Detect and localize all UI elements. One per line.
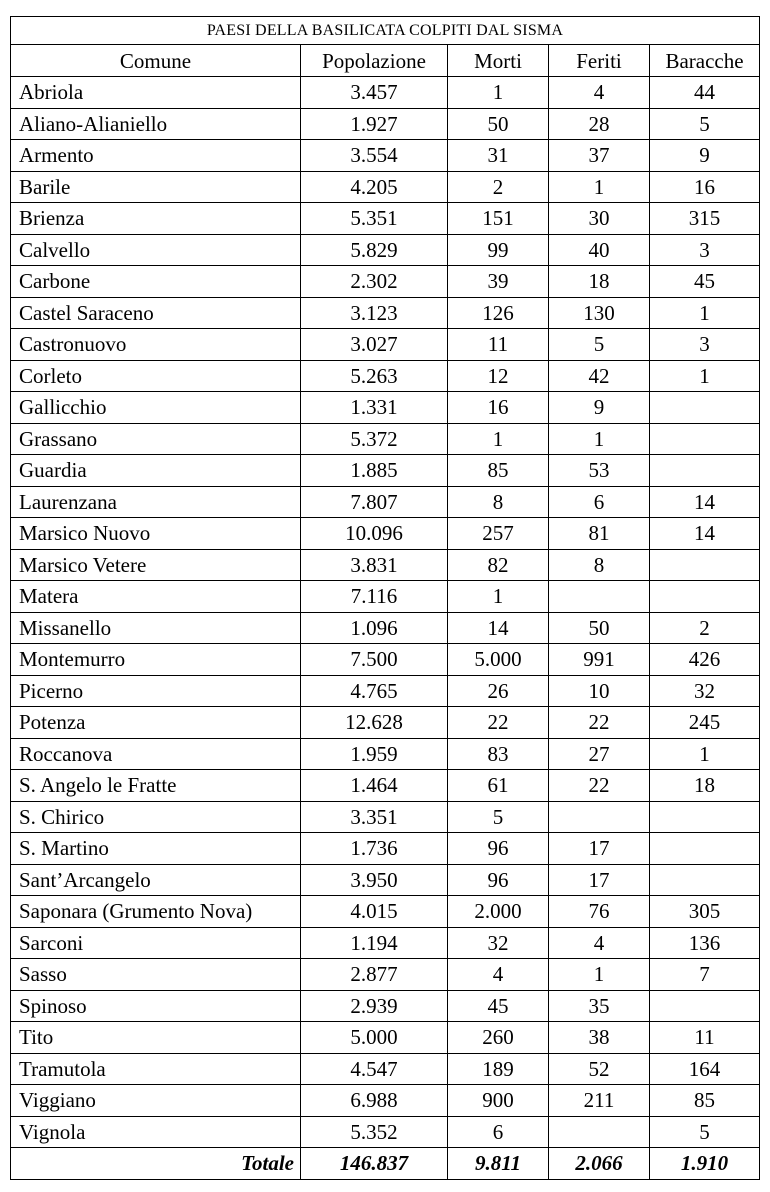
cell-baracche: 1 [650, 738, 760, 770]
table-row [11, 801, 760, 833]
cell-feriti: 53 [549, 455, 650, 487]
table-row [11, 297, 760, 329]
cell-popolazione: 4.015 [301, 896, 448, 928]
header-row [11, 45, 760, 77]
cell-morti: 1 [448, 77, 549, 109]
table-row [11, 990, 760, 1022]
cell-morti: 1 [448, 581, 549, 613]
cell-feriti: 40 [549, 234, 650, 266]
cell-comune: Carbone [11, 266, 301, 298]
cell-feriti: 1 [549, 959, 650, 991]
cell-morti: 189 [448, 1053, 549, 1085]
table-row [11, 644, 760, 676]
cell-comune: Viggiano [11, 1085, 301, 1117]
cell-morti: 5.000 [448, 644, 549, 676]
cell-baracche: 9 [650, 140, 760, 172]
table-row [11, 1022, 760, 1054]
header-feriti: Feriti [549, 45, 650, 77]
cell-morti: 96 [448, 833, 549, 865]
cell-popolazione: 1.331 [301, 392, 448, 424]
cell-feriti [549, 1116, 650, 1148]
cell-baracche [650, 549, 760, 581]
table-row [11, 675, 760, 707]
cell-comune: Roccanova [11, 738, 301, 770]
cell-morti: 6 [448, 1116, 549, 1148]
cell-popolazione: 1.927 [301, 108, 448, 140]
cell-feriti: 6 [549, 486, 650, 518]
cell-morti: 2 [448, 171, 549, 203]
total-feriti: 2.066 [549, 1148, 650, 1180]
cell-morti: 16 [448, 392, 549, 424]
cell-comune: Saponara (Grumento Nova) [11, 896, 301, 928]
table-row [11, 770, 760, 802]
table-row [11, 612, 760, 644]
cell-comune: Sasso [11, 959, 301, 991]
cell-feriti: 38 [549, 1022, 650, 1054]
cell-morti: 8 [448, 486, 549, 518]
cell-popolazione: 12.628 [301, 707, 448, 739]
cell-morti: 96 [448, 864, 549, 896]
cell-feriti: 1 [549, 171, 650, 203]
table-row [11, 581, 760, 613]
cell-morti: 61 [448, 770, 549, 802]
cell-popolazione: 1.464 [301, 770, 448, 802]
cell-popolazione: 6.988 [301, 1085, 448, 1117]
cell-baracche: 11 [650, 1022, 760, 1054]
cell-popolazione: 4.547 [301, 1053, 448, 1085]
cell-comune: Vignola [11, 1116, 301, 1148]
cell-morti: 26 [448, 675, 549, 707]
cell-morti: 82 [448, 549, 549, 581]
cell-feriti: 9 [549, 392, 650, 424]
cell-baracche: 7 [650, 959, 760, 991]
table-row [11, 360, 760, 392]
cell-popolazione: 5.372 [301, 423, 448, 455]
cell-feriti: 1 [549, 423, 650, 455]
header-morti: Morti [448, 45, 549, 77]
cell-feriti: 27 [549, 738, 650, 770]
cell-baracche [650, 455, 760, 487]
cell-feriti [549, 581, 650, 613]
cell-baracche: 1 [650, 360, 760, 392]
cell-baracche [650, 864, 760, 896]
cell-baracche: 32 [650, 675, 760, 707]
table-row [11, 108, 760, 140]
cell-comune: Matera [11, 581, 301, 613]
cell-popolazione: 3.027 [301, 329, 448, 361]
cell-baracche: 426 [650, 644, 760, 676]
table-row [11, 959, 760, 991]
cell-popolazione: 2.877 [301, 959, 448, 991]
cell-feriti: 42 [549, 360, 650, 392]
cell-comune: Tramutola [11, 1053, 301, 1085]
table-caption: PAESI DELLA BASILICATA COLPITI DAL SISMA [11, 17, 760, 45]
cell-feriti: 30 [549, 203, 650, 235]
cell-feriti: 130 [549, 297, 650, 329]
cell-morti: 31 [448, 140, 549, 172]
total-baracche: 1.910 [650, 1148, 760, 1180]
cell-popolazione: 5.263 [301, 360, 448, 392]
cell-comune: Aliano-Alianiello [11, 108, 301, 140]
cell-morti: 4 [448, 959, 549, 991]
cell-popolazione: 1.194 [301, 927, 448, 959]
table-row [11, 833, 760, 865]
cell-popolazione: 7.807 [301, 486, 448, 518]
cell-comune: Brienza [11, 203, 301, 235]
cell-baracche: 14 [650, 486, 760, 518]
total-popolazione: 146.837 [301, 1148, 448, 1180]
table-row [11, 486, 760, 518]
cell-comune: S. Chirico [11, 801, 301, 833]
cell-feriti: 5 [549, 329, 650, 361]
cell-popolazione: 4.765 [301, 675, 448, 707]
cell-baracche: 2 [650, 612, 760, 644]
cell-feriti: 37 [549, 140, 650, 172]
cell-comune: S. Angelo le Fratte [11, 770, 301, 802]
cell-comune: Castel Saraceno [11, 297, 301, 329]
cell-popolazione: 7.500 [301, 644, 448, 676]
cell-popolazione: 3.831 [301, 549, 448, 581]
cell-comune: Missanello [11, 612, 301, 644]
header-popolazione: Popolazione [301, 45, 448, 77]
cell-popolazione: 3.123 [301, 297, 448, 329]
table-row [11, 707, 760, 739]
cell-morti: 50 [448, 108, 549, 140]
cell-comune: S. Martino [11, 833, 301, 865]
cell-morti: 900 [448, 1085, 549, 1117]
cell-baracche [650, 392, 760, 424]
cell-comune: Gallicchio [11, 392, 301, 424]
cell-baracche: 44 [650, 77, 760, 109]
cell-feriti: 18 [549, 266, 650, 298]
table-row [11, 171, 760, 203]
cell-comune: Laurenzana [11, 486, 301, 518]
cell-popolazione: 1.885 [301, 455, 448, 487]
total-label: Totale [11, 1148, 301, 1180]
cell-baracche: 14 [650, 518, 760, 550]
cell-morti: 39 [448, 266, 549, 298]
cell-comune: Tito [11, 1022, 301, 1054]
table-row [11, 518, 760, 550]
table-row [11, 234, 760, 266]
cell-comune: Corleto [11, 360, 301, 392]
earthquake-table [10, 16, 760, 1180]
cell-morti: 83 [448, 738, 549, 770]
cell-popolazione: 5.000 [301, 1022, 448, 1054]
table-row [11, 927, 760, 959]
cell-popolazione: 1.736 [301, 833, 448, 865]
cell-feriti: 10 [549, 675, 650, 707]
table-row [11, 1085, 760, 1117]
cell-baracche: 18 [650, 770, 760, 802]
cell-baracche: 5 [650, 1116, 760, 1148]
header-comune: Comune [11, 45, 301, 77]
cell-morti: 126 [448, 297, 549, 329]
cell-baracche: 3 [650, 234, 760, 266]
cell-baracche [650, 990, 760, 1022]
table-row [11, 896, 760, 928]
cell-popolazione: 10.096 [301, 518, 448, 550]
cell-baracche: 45 [650, 266, 760, 298]
cell-feriti: 50 [549, 612, 650, 644]
cell-baracche: 1 [650, 297, 760, 329]
cell-feriti: 35 [549, 990, 650, 1022]
table-row [11, 392, 760, 424]
cell-baracche: 5 [650, 108, 760, 140]
cell-morti: 12 [448, 360, 549, 392]
cell-morti: 2.000 [448, 896, 549, 928]
cell-popolazione: 2.939 [301, 990, 448, 1022]
cell-baracche: 245 [650, 707, 760, 739]
cell-popolazione: 3.457 [301, 77, 448, 109]
cell-comune: Spinoso [11, 990, 301, 1022]
cell-comune: Grassano [11, 423, 301, 455]
cell-feriti: 52 [549, 1053, 650, 1085]
cell-morti: 1 [448, 423, 549, 455]
header-baracche: Baracche [650, 45, 760, 77]
cell-morti: 14 [448, 612, 549, 644]
cell-comune: Abriola [11, 77, 301, 109]
cell-morti: 11 [448, 329, 549, 361]
cell-morti: 151 [448, 203, 549, 235]
cell-popolazione: 5.352 [301, 1116, 448, 1148]
table-row [11, 864, 760, 896]
cell-feriti: 4 [549, 77, 650, 109]
cell-feriti: 991 [549, 644, 650, 676]
cell-feriti: 22 [549, 770, 650, 802]
cell-comune: Marsico Nuovo [11, 518, 301, 550]
cell-comune: Sarconi [11, 927, 301, 959]
total-morti: 9.811 [448, 1148, 549, 1180]
cell-baracche: 85 [650, 1085, 760, 1117]
cell-morti: 45 [448, 990, 549, 1022]
cell-comune: Sant’Arcangelo [11, 864, 301, 896]
total-row [11, 1148, 760, 1180]
cell-feriti [549, 801, 650, 833]
cell-popolazione: 1.959 [301, 738, 448, 770]
cell-feriti: 81 [549, 518, 650, 550]
table-row [11, 1116, 760, 1148]
cell-baracche: 136 [650, 927, 760, 959]
cell-comune: Armento [11, 140, 301, 172]
cell-morti: 99 [448, 234, 549, 266]
table-row [11, 549, 760, 581]
cell-popolazione: 3.950 [301, 864, 448, 896]
cell-feriti: 17 [549, 864, 650, 896]
table-container [10, 16, 760, 1180]
cell-feriti: 22 [549, 707, 650, 739]
table-row [11, 329, 760, 361]
cell-baracche [650, 833, 760, 865]
cell-feriti: 211 [549, 1085, 650, 1117]
cell-feriti: 28 [549, 108, 650, 140]
cell-comune: Guardia [11, 455, 301, 487]
cell-baracche [650, 801, 760, 833]
table-row [11, 455, 760, 487]
cell-baracche: 305 [650, 896, 760, 928]
cell-feriti: 76 [549, 896, 650, 928]
table-row [11, 266, 760, 298]
cell-popolazione: 2.302 [301, 266, 448, 298]
cell-baracche: 3 [650, 329, 760, 361]
cell-popolazione: 7.116 [301, 581, 448, 613]
table-row [11, 1053, 760, 1085]
cell-comune: Calvello [11, 234, 301, 266]
cell-morti: 260 [448, 1022, 549, 1054]
cell-baracche [650, 423, 760, 455]
cell-comune: Montemurro [11, 644, 301, 676]
table-row [11, 140, 760, 172]
cell-popolazione: 4.205 [301, 171, 448, 203]
cell-feriti: 4 [549, 927, 650, 959]
cell-popolazione: 3.351 [301, 801, 448, 833]
table-row [11, 203, 760, 235]
cell-comune: Castronuovo [11, 329, 301, 361]
cell-morti: 85 [448, 455, 549, 487]
cell-baracche [650, 581, 760, 613]
cell-comune: Potenza [11, 707, 301, 739]
cell-morti: 257 [448, 518, 549, 550]
cell-popolazione: 1.096 [301, 612, 448, 644]
cell-comune: Barile [11, 171, 301, 203]
table-row [11, 77, 760, 109]
cell-feriti: 8 [549, 549, 650, 581]
cell-popolazione: 5.351 [301, 203, 448, 235]
cell-morti: 22 [448, 707, 549, 739]
cell-comune: Marsico Vetere [11, 549, 301, 581]
cell-comune: Picerno [11, 675, 301, 707]
cell-baracche: 16 [650, 171, 760, 203]
cell-morti: 5 [448, 801, 549, 833]
cell-baracche: 315 [650, 203, 760, 235]
cell-morti: 32 [448, 927, 549, 959]
table-row [11, 738, 760, 770]
cell-baracche: 164 [650, 1053, 760, 1085]
table-row [11, 423, 760, 455]
cell-popolazione: 3.554 [301, 140, 448, 172]
cell-feriti: 17 [549, 833, 650, 865]
cell-popolazione: 5.829 [301, 234, 448, 266]
